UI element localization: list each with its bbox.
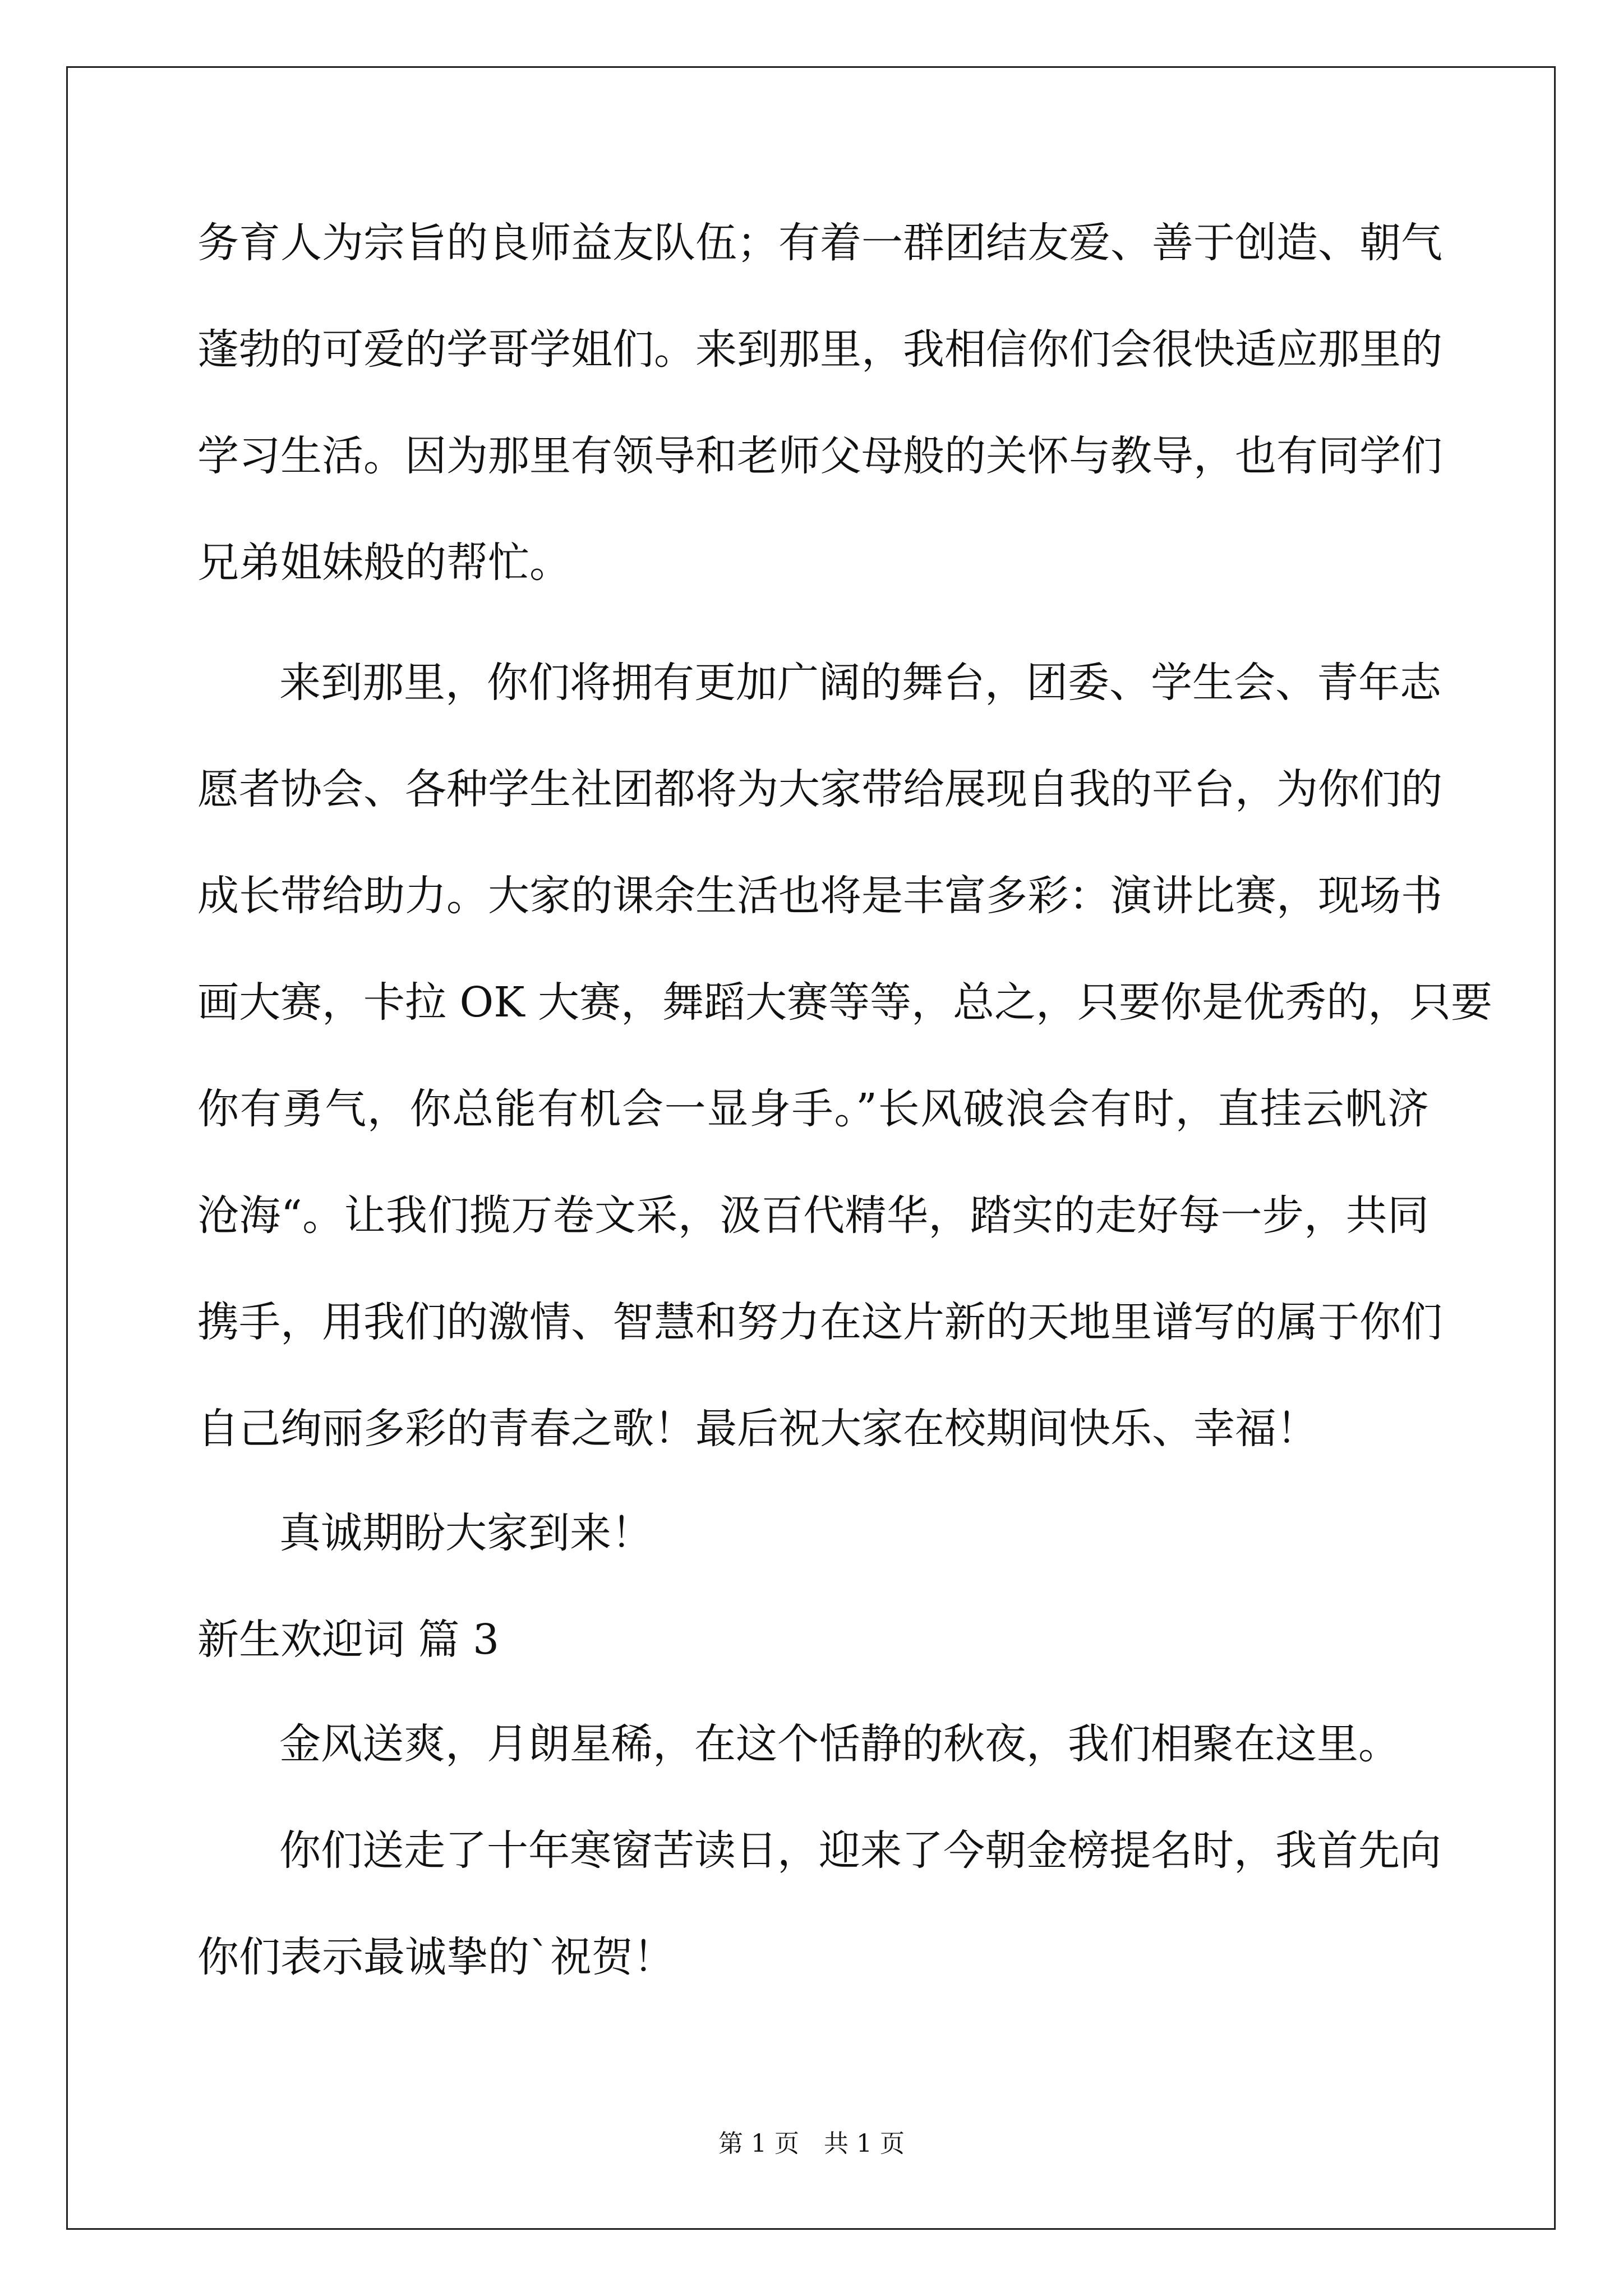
section-heading: 新生欢迎词 篇 3 xyxy=(197,1616,500,1664)
text-line: 蓬勃的可爱的学哥学姐们。来到那里，我相信你们会很快适应那里的 xyxy=(197,325,1442,374)
text-line: 沧海“。让我们揽万卷文采，汲百代精华，踏实的走好每一步，共同 xyxy=(197,1191,1429,1240)
text-line: 你们送走了十年寒窗苦读日，迎来了今朝金榜提名时，我首先向 xyxy=(279,1826,1441,1875)
text-line: 真诚期盼大家到来！ xyxy=(279,1509,653,1557)
text-line: 学习生活。因为那里有领导和老师父母般的关怀与教导，也有同学们 xyxy=(197,432,1442,480)
text-line: 务育人为宗旨的良师益友队伍；有着一群团结友爱、善于创造、朝气 xyxy=(197,219,1442,267)
text-line: 携手，用我们的激情、智慧和努力在这片新的天地里谱写的属于你们 xyxy=(197,1298,1442,1346)
text-line: 兄弟姐妹般的帮忙。 xyxy=(197,539,571,587)
text-line: 成长带给助力。大家的课余生活也将是丰富多彩：演讲比赛，现场书 xyxy=(197,872,1442,920)
page-border xyxy=(66,66,1556,2230)
text-line: 来到那里，你们将拥有更加广阔的舞台，团委、学生会、青年志 xyxy=(279,659,1441,707)
text-line: 画大赛，卡拉 OK 大赛，舞蹈大赛等等，总之，只要你是优秀的，只要 xyxy=(197,978,1492,1027)
text-line: 自己绚丽多彩的青春之歌！最后祝大家在校期间快乐、幸福！ xyxy=(197,1405,1318,1453)
text-line: 金风送爽，月朗星稀，在这个恬静的秋夜，我们相聚在这里。 xyxy=(279,1720,1400,1768)
text-line: 你有勇气，你总能有机会一显身手。”长风破浪会有时，直挂云帆济 xyxy=(197,1085,1429,1133)
text-line: 你们表示最诚挚的`祝贺！ xyxy=(197,1933,675,1981)
page-footer: 第 1 页 共 1 页 xyxy=(718,2129,905,2158)
text-line: 愿者协会、各种学生社团都将为大家带给展现自我的平台，为你们的 xyxy=(197,765,1442,813)
